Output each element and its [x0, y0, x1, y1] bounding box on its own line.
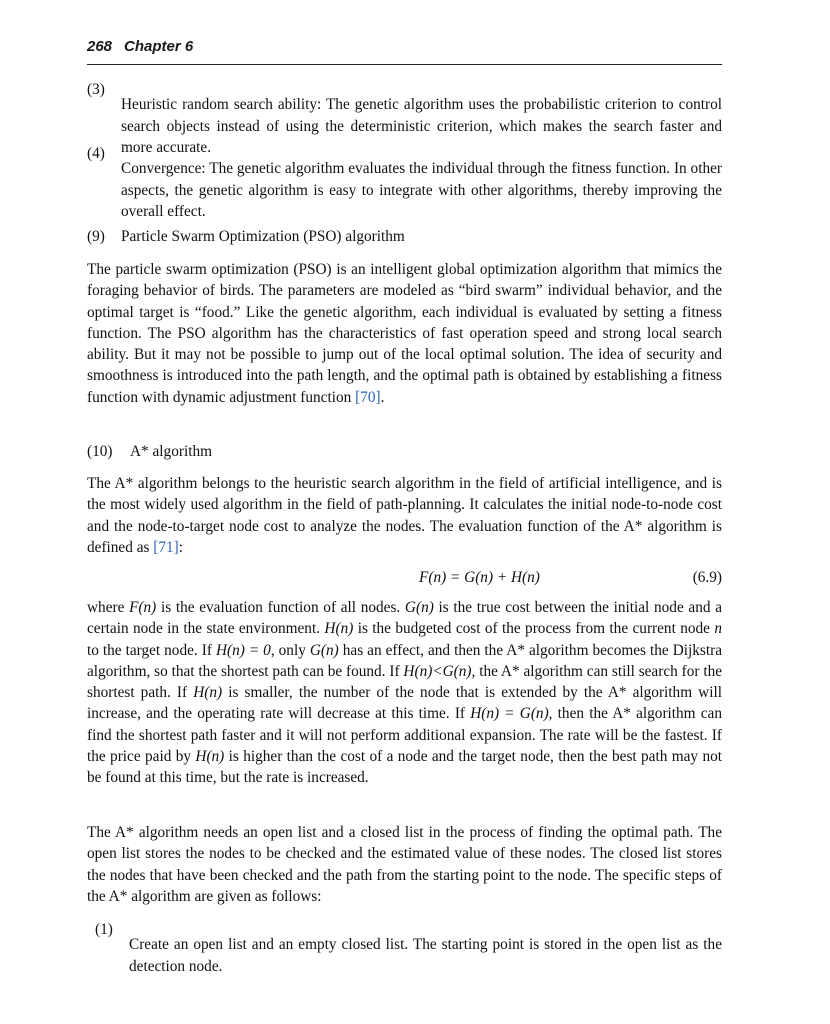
math: H(n)	[324, 620, 354, 638]
lists-paragraph	[87, 822, 722, 907]
text-run: , the A* algorithm can still search for the shortest path. If	[87, 662, 723, 702]
list-number: (4)	[87, 145, 105, 162]
text-run: , only	[270, 641, 310, 659]
math: H(n)<G(n)	[403, 662, 472, 680]
math: H(n)	[195, 748, 225, 766]
math: H(n) = 0	[215, 641, 271, 659]
punctuation: :	[178, 538, 184, 556]
math: G(n)	[404, 599, 434, 616]
where-paragraph	[87, 597, 722, 789]
text-run: is the evaluation function of all nodes.	[156, 599, 405, 616]
text-run: is higher than the cost of a node and the target node, then the best path may not be found at this time, but the rate is increased.	[87, 748, 722, 787]
math: n	[714, 620, 722, 638]
list-text: Convergence: The genetic algorithm evaluates the individual through the fitness function. In other aspects, the genetic algorithm is easy to integrate with other algorithms, thereby improving the overall effect.	[121, 160, 722, 220]
section-title: A* algorithm	[130, 443, 212, 460]
list-item-4	[87, 143, 722, 237]
list-number: (1)	[95, 921, 113, 938]
math: H(n)	[193, 684, 223, 702]
math: H(n) = G(n)	[470, 705, 549, 723]
page-number: 268	[87, 38, 113, 55]
astar-paragraph	[87, 473, 722, 558]
chapter-title: Chapter 6	[124, 38, 194, 55]
text-run: to the target node. If	[87, 641, 216, 659]
math: G(n)	[309, 641, 339, 659]
section-heading-pso	[87, 226, 405, 247]
section-heading-astar	[87, 441, 212, 462]
equation-number: (6.9)	[692, 569, 722, 586]
pso-text: The particle swarm optimization (PSO) is an intelligent global optimization algorithm that mimics the foraging behavior of birds. The parameters are modeled as “bird swarm” individual behavior, and the optimal target is “food.” Like the genetic algorithm, each individual is evaluated by setting a fitness function. The PSO algorithm has the characteristics of fast operation speed and strong local search ability. But it may not be possible to jump out of the local optimal solution. The idea of security and smoothness is introduced into the path length, and the optimal path is obtained by establishing a fitness function with dynamic adjustment function	[87, 261, 722, 406]
text-run: is smaller, the number of the node that is extended by the A* algorithm will increase, and the operating rate will decrease at this time. If	[87, 684, 722, 723]
lists-text: The A* algorithm needs an open list and a closed list in the process of finding the optimal path. The open list stores the nodes to be checked and the estimated value of these nodes. The closed list stores the nodes that have been checked and the path from the starting point to the node. The specific steps of the A* algorithm are given as follows:	[87, 824, 722, 905]
equation-6-9	[87, 567, 722, 589]
section-number: (9)	[87, 228, 105, 245]
list-number: (3)	[87, 81, 105, 98]
citation-link[interactable]: [70]	[355, 388, 381, 406]
running-header	[87, 38, 722, 65]
equation-formula: F(n) = G(n) + H(n)	[419, 569, 540, 586]
pso-paragraph	[87, 259, 722, 408]
text-run: has an effect, and then the A* algorithm becomes the Dijkstra algorithm, so that the shortest path can be found. If	[87, 641, 722, 680]
text-run: where	[87, 599, 130, 616]
citation-link[interactable]: [71]	[153, 538, 179, 556]
text-run: is the true cost between the initial node and a certain node in the state environment.	[87, 599, 722, 638]
math: F(n)	[129, 599, 157, 616]
section-number: (10)	[87, 443, 113, 460]
list-text: Heuristic random search ability: The genetic algorithm uses the probabilistic criterion to control search objects instead of using the deterministic criterion, which makes the search faster and more accurate.	[121, 96, 722, 156]
text-run: is the budgeted cost of the process from the current node	[353, 620, 715, 638]
punctuation: .	[380, 388, 385, 406]
text-run: , then the A* algorithm can find the shortest path faster and it will not perform additional expansion. The rate will be the fastest. If the price paid by	[87, 705, 722, 766]
step-item-1	[95, 919, 722, 992]
list-text: Create an open list and an empty closed list. The starting point is stored in the open list as the detection node.	[129, 936, 722, 975]
section-title: Particle Swarm Optimization (PSO) algorithm	[121, 228, 405, 245]
astar-text: The A* algorithm belongs to the heuristic search algorithm in the field of artificial intelligence, and is the most widely used algorithm in the field of path-planning. It calculates the initial node-to-node cost and the node-to-target node cost to analyze the nodes. The evaluation function of the A* algorithm is defined as	[87, 475, 722, 556]
